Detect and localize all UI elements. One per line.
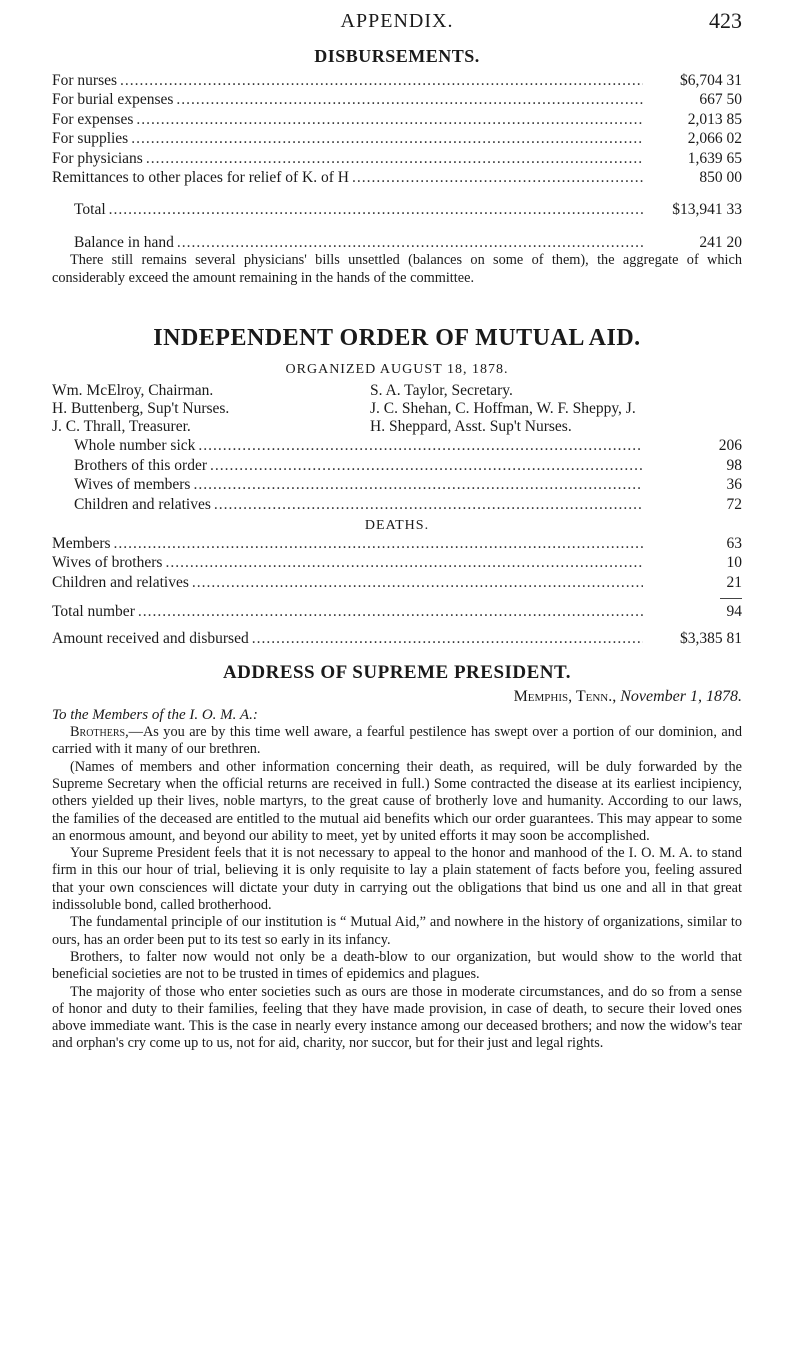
address-paragraph: The majority of those who enter societies such as ours are those in moderate circumstances, and do so from a sense of honor and duty to their families, feeling that they have made provision, in case of death, to secure their loved ones above immediate want. This is the case in nearly every instance among our deceased brothers; and now the widow's tear and orphan's cry come up to us, not for aid, charity, nor succor, but for their just and legal rights. (52, 983, 742, 1052)
running-head (52, 0, 742, 44)
ledger-amount: 206 (718, 437, 742, 455)
ledger-label: For burial expenses (52, 91, 174, 109)
ledger-amount: 10 (726, 554, 742, 572)
disbursements-note: There still remains several physicians' bills unsettled (balances on some of them), the aggregate of which considerably exceed the amount remaining in the hands of the committee. (52, 252, 742, 286)
officer-line: J. C. Shehan, C. Hoffman, W. F. Sheppy, J. (370, 400, 636, 418)
ledger-amount: 850 00 (699, 169, 742, 187)
ledger-amount: $6,704 31 (680, 72, 742, 89)
officer-line: S. A. Taylor, Secretary. (370, 381, 513, 399)
ledger-label: For physicians (52, 149, 143, 167)
address-paragraph: Brothers,—As you are by this time well aware, a fearful pestilence has swept over a portion of our dominion, and carried with it many of our brethren. (52, 724, 742, 758)
ledger-amount: 98 (726, 456, 742, 474)
sum-rule (52, 592, 742, 602)
balance-label: Balance in hand (74, 233, 174, 251)
officer-line: J. C. Thrall, Treasurer. (52, 418, 191, 436)
ledger-amount: 36 (726, 476, 742, 494)
ledger-amount: 1,639 65 (687, 149, 742, 167)
ledger-amount: 2,066 02 (687, 130, 742, 148)
ledger-amount: 667 50 (699, 91, 742, 109)
salutation: To the Members of the I. O. M. A.: (52, 707, 258, 724)
sick-list (52, 436, 742, 514)
total-label: Total number (52, 603, 135, 621)
ledger-label: For supplies (52, 130, 129, 148)
ledger-label: Whole number sick (74, 437, 196, 455)
ledger-amount: 72 (726, 495, 742, 513)
deaths-total-row (52, 602, 742, 621)
total-label: Total (74, 201, 106, 219)
ledger-row (52, 456, 742, 475)
address-title: ADDRESS OF SUPREME PRESIDENT. (222, 662, 572, 684)
ledger-amount: 2,013 85 (687, 110, 742, 128)
total-amount: $13,941 33 (672, 201, 742, 219)
page-number: 423 (709, 8, 742, 33)
ledger-row (52, 495, 742, 514)
ledger-row (52, 436, 742, 455)
disbursements-total-row (52, 200, 742, 219)
dateline-place: Memphis, Tenn., (513, 688, 617, 706)
order-title: INDEPENDENT ORDER OF MUTUAL AID. (153, 324, 641, 351)
ledger-row (52, 90, 742, 109)
amount-label: Amount received and disbursed (52, 629, 249, 647)
address-paragraph: Your Supreme President feels that it is not necessary to appeal to the honor and manhood of the I. O. M. A. to stand firm in this our hour of trial, believing it is only requisite to lay a plain statement of facts before you, feeling assured that your own consciences will dictate your duty in carrying out the obligations that bind us one and all in that great indissoluble bond, called brotherhood. (52, 845, 742, 914)
ledger-label: Remittances to other places for relief of K. of H (52, 169, 349, 187)
running-head-title: APPENDIX. (340, 10, 454, 32)
disbursements-title: DISBURSEMENTS. (314, 46, 480, 66)
ledger-label: Children and relatives (74, 495, 211, 513)
officers-list (52, 382, 742, 437)
balance-amount: 241 20 (699, 233, 742, 251)
ledger-label: Members (52, 535, 111, 553)
disbursements-list (52, 71, 742, 252)
deaths-list (52, 534, 742, 648)
total-amount: 94 (726, 603, 742, 621)
ledger-row (52, 553, 742, 572)
officer-line: H. Sheppard, Asst. Sup't Nurses. (370, 418, 572, 436)
ledger-label: For nurses (52, 72, 118, 89)
paragraph-lead: Brothers, (70, 724, 129, 741)
ledger-label: Children and relatives (52, 573, 189, 591)
ledger-row (52, 573, 742, 592)
ledger-row (52, 110, 742, 129)
ledger-row (52, 534, 742, 553)
dateline (52, 688, 742, 706)
ledger-amount: 21 (726, 573, 742, 591)
ledger-label: Wives of brothers (52, 554, 163, 572)
ledger-row (52, 129, 742, 148)
ledger-row (52, 475, 742, 494)
organized-date: ORGANIZED AUGUST 18, 1878. (285, 361, 509, 377)
ledger-label: For expenses (52, 110, 134, 128)
dateline-date: November 1, 1878. (620, 688, 742, 706)
officer-line: H. Buttenberg, Sup't Nurses. (52, 400, 230, 418)
balance-row (52, 233, 742, 252)
address-paragraph: Brothers, to falter now would not only be a death-blow to our organization, but would show to the world that beneficial societies are not to be trusted in times of epidemics and plagues. (52, 948, 742, 983)
ledger-label: Brothers of this order (74, 456, 208, 474)
deaths-title: DEATHS. (364, 518, 430, 534)
address-paragraph: The fundamental principle of our institution is “ Mutual Aid,” and nowhere in the history of organizations, similar to ours, has an order been put to its test so early in its infancy. (52, 914, 742, 948)
amount-value: $3,385 81 (680, 629, 742, 647)
ledger-label: Wives of members (74, 476, 191, 494)
ledger-amount: 63 (726, 535, 742, 553)
ledger-row (52, 149, 742, 168)
ledger-row (52, 71, 742, 90)
address-paragraph: (Names of members and other information concerning their death, as required, will be duly forwarded by the Supreme Secretary when the official returns are received in full.) Some contracted the disease at its earliest incipiency, others yielded up their lives, noble martyrs, to the great cause of brotherly love and humanity. According to our laws, the families of the deceased are entitled to the mutual aid benefits which our order guarantees. This may appear to some an enormous amount, and beyond our ability to meet, yet by united efforts it may soon be accomplished. (52, 758, 742, 844)
ledger-row (52, 168, 742, 187)
officer-line: Wm. McElroy, Chairman. (52, 381, 214, 399)
amount-row (52, 629, 742, 648)
